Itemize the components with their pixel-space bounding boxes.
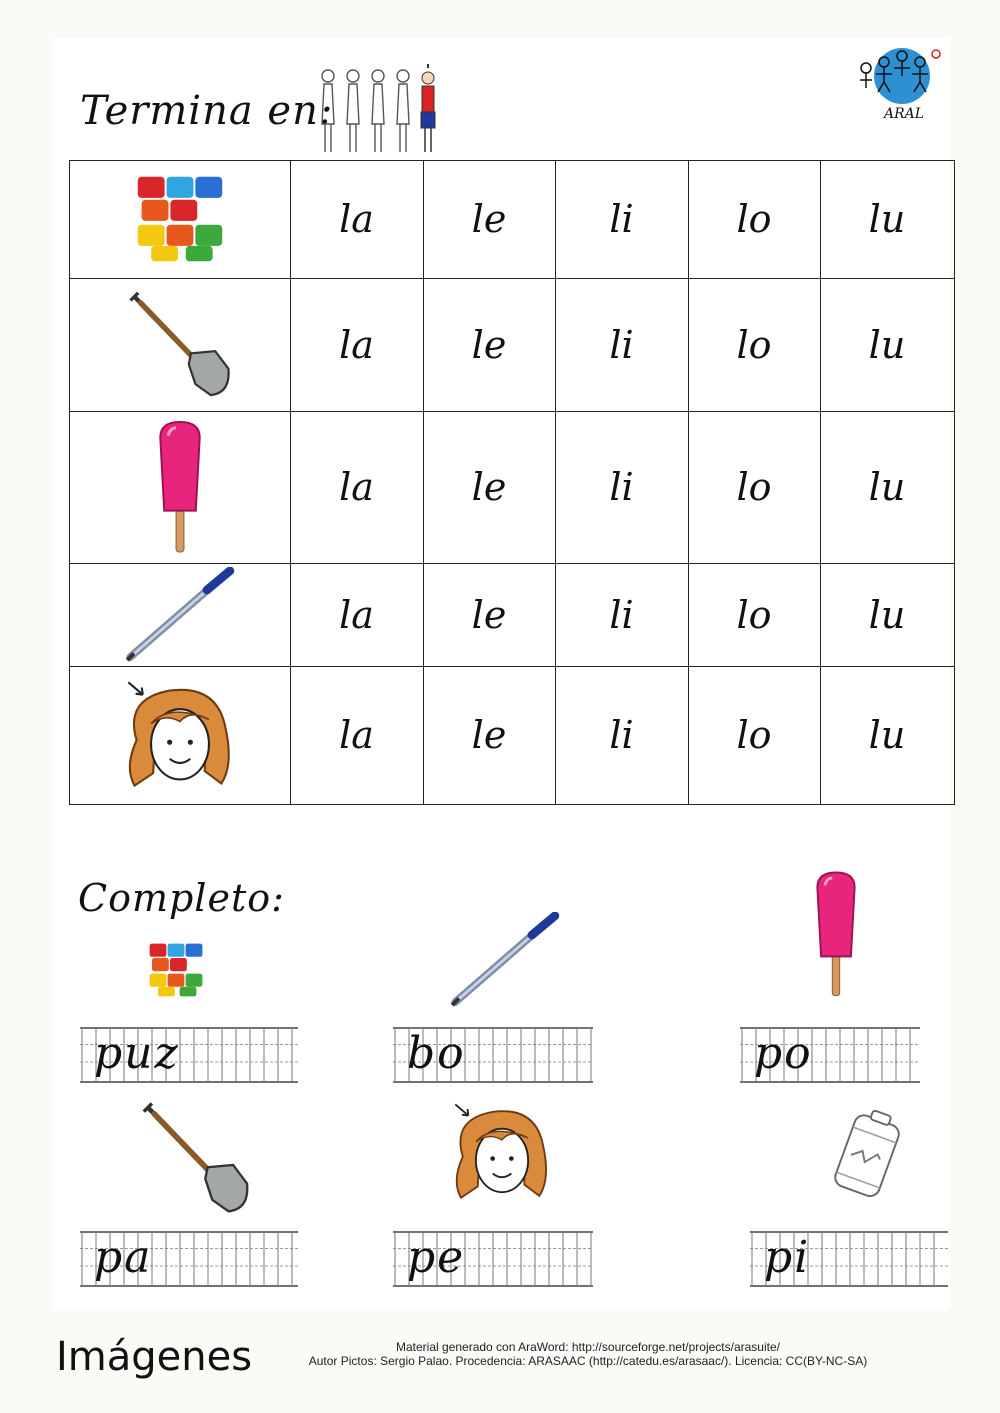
- syllable-le: le: [471, 465, 507, 509]
- svg-text:ARAL: ARAL: [884, 106, 925, 122]
- syllable-li: li: [609, 322, 634, 367]
- word-start: pi: [764, 1232, 811, 1283]
- footer-credits: [278, 1340, 898, 1368]
- shovel-icon: [136, 1100, 256, 1220]
- popsicle-icon: [808, 864, 864, 1008]
- arasaac-logo-icon: [854, 40, 944, 126]
- syllable-li: li: [609, 465, 634, 509]
- shovel-icon: [125, 288, 235, 405]
- children-group-icon: [318, 64, 446, 156]
- syllable-la: la: [339, 465, 374, 509]
- syllable-la: la: [339, 322, 374, 367]
- syllable-lo: lo: [736, 197, 772, 241]
- word-start: po: [754, 1028, 813, 1079]
- pen-icon: [120, 567, 240, 667]
- syllable-lo: lo: [736, 322, 772, 367]
- syllable-lu: lu: [868, 322, 906, 367]
- puzzle-icon: [146, 938, 206, 1006]
- popsicle-icon: [150, 418, 210, 560]
- syllable-lo: lo: [736, 465, 772, 509]
- syllable-la: la: [339, 592, 374, 637]
- syllable-li: li: [609, 197, 634, 241]
- word-start: bo: [407, 1028, 466, 1079]
- syllable-lo: lo: [736, 713, 772, 757]
- syllable-lu: lu: [868, 592, 906, 637]
- syllable-lo: lo: [736, 592, 772, 637]
- syllable-lu: lu: [868, 465, 906, 509]
- footer-label: Imágenes: [56, 1334, 253, 1380]
- syllable-le: le: [471, 713, 507, 757]
- syllable-la: la: [339, 197, 374, 241]
- syllable-li: li: [609, 592, 634, 637]
- syllable-grid: [69, 160, 954, 804]
- girl-hair-icon: [118, 676, 242, 798]
- syllable-le: le: [471, 322, 507, 367]
- puzzle-icon: [132, 169, 228, 273]
- word-start: pe: [407, 1232, 466, 1283]
- syllable-lu: lu: [868, 197, 906, 241]
- syllable-le: le: [471, 592, 507, 637]
- pen-icon: [446, 912, 564, 1012]
- syllable-le: le: [471, 197, 507, 241]
- syllable-la: la: [339, 713, 374, 757]
- footer-credit-line-1: Material generado con AraWord: http://sourceforge.net/projects/arasuite/: [396, 1340, 780, 1354]
- section-title-completo: Completo:: [78, 876, 285, 920]
- word-start: puz: [94, 1028, 180, 1079]
- battery-icon: [820, 1100, 916, 1210]
- girl-hair-icon: [446, 1098, 558, 1210]
- footer-credit-line-2: Autor Pictos: Sergio Palao. Procedencia: ARASAAC (http://catedu.es/arasaac/). Licencia: CC(BY-NC-SA): [308, 1354, 868, 1368]
- syllable-lu: lu: [868, 713, 906, 757]
- syllable-li: li: [609, 713, 634, 757]
- word-start: pa: [94, 1232, 153, 1283]
- section-title-termina: Termina en:: [80, 88, 334, 134]
